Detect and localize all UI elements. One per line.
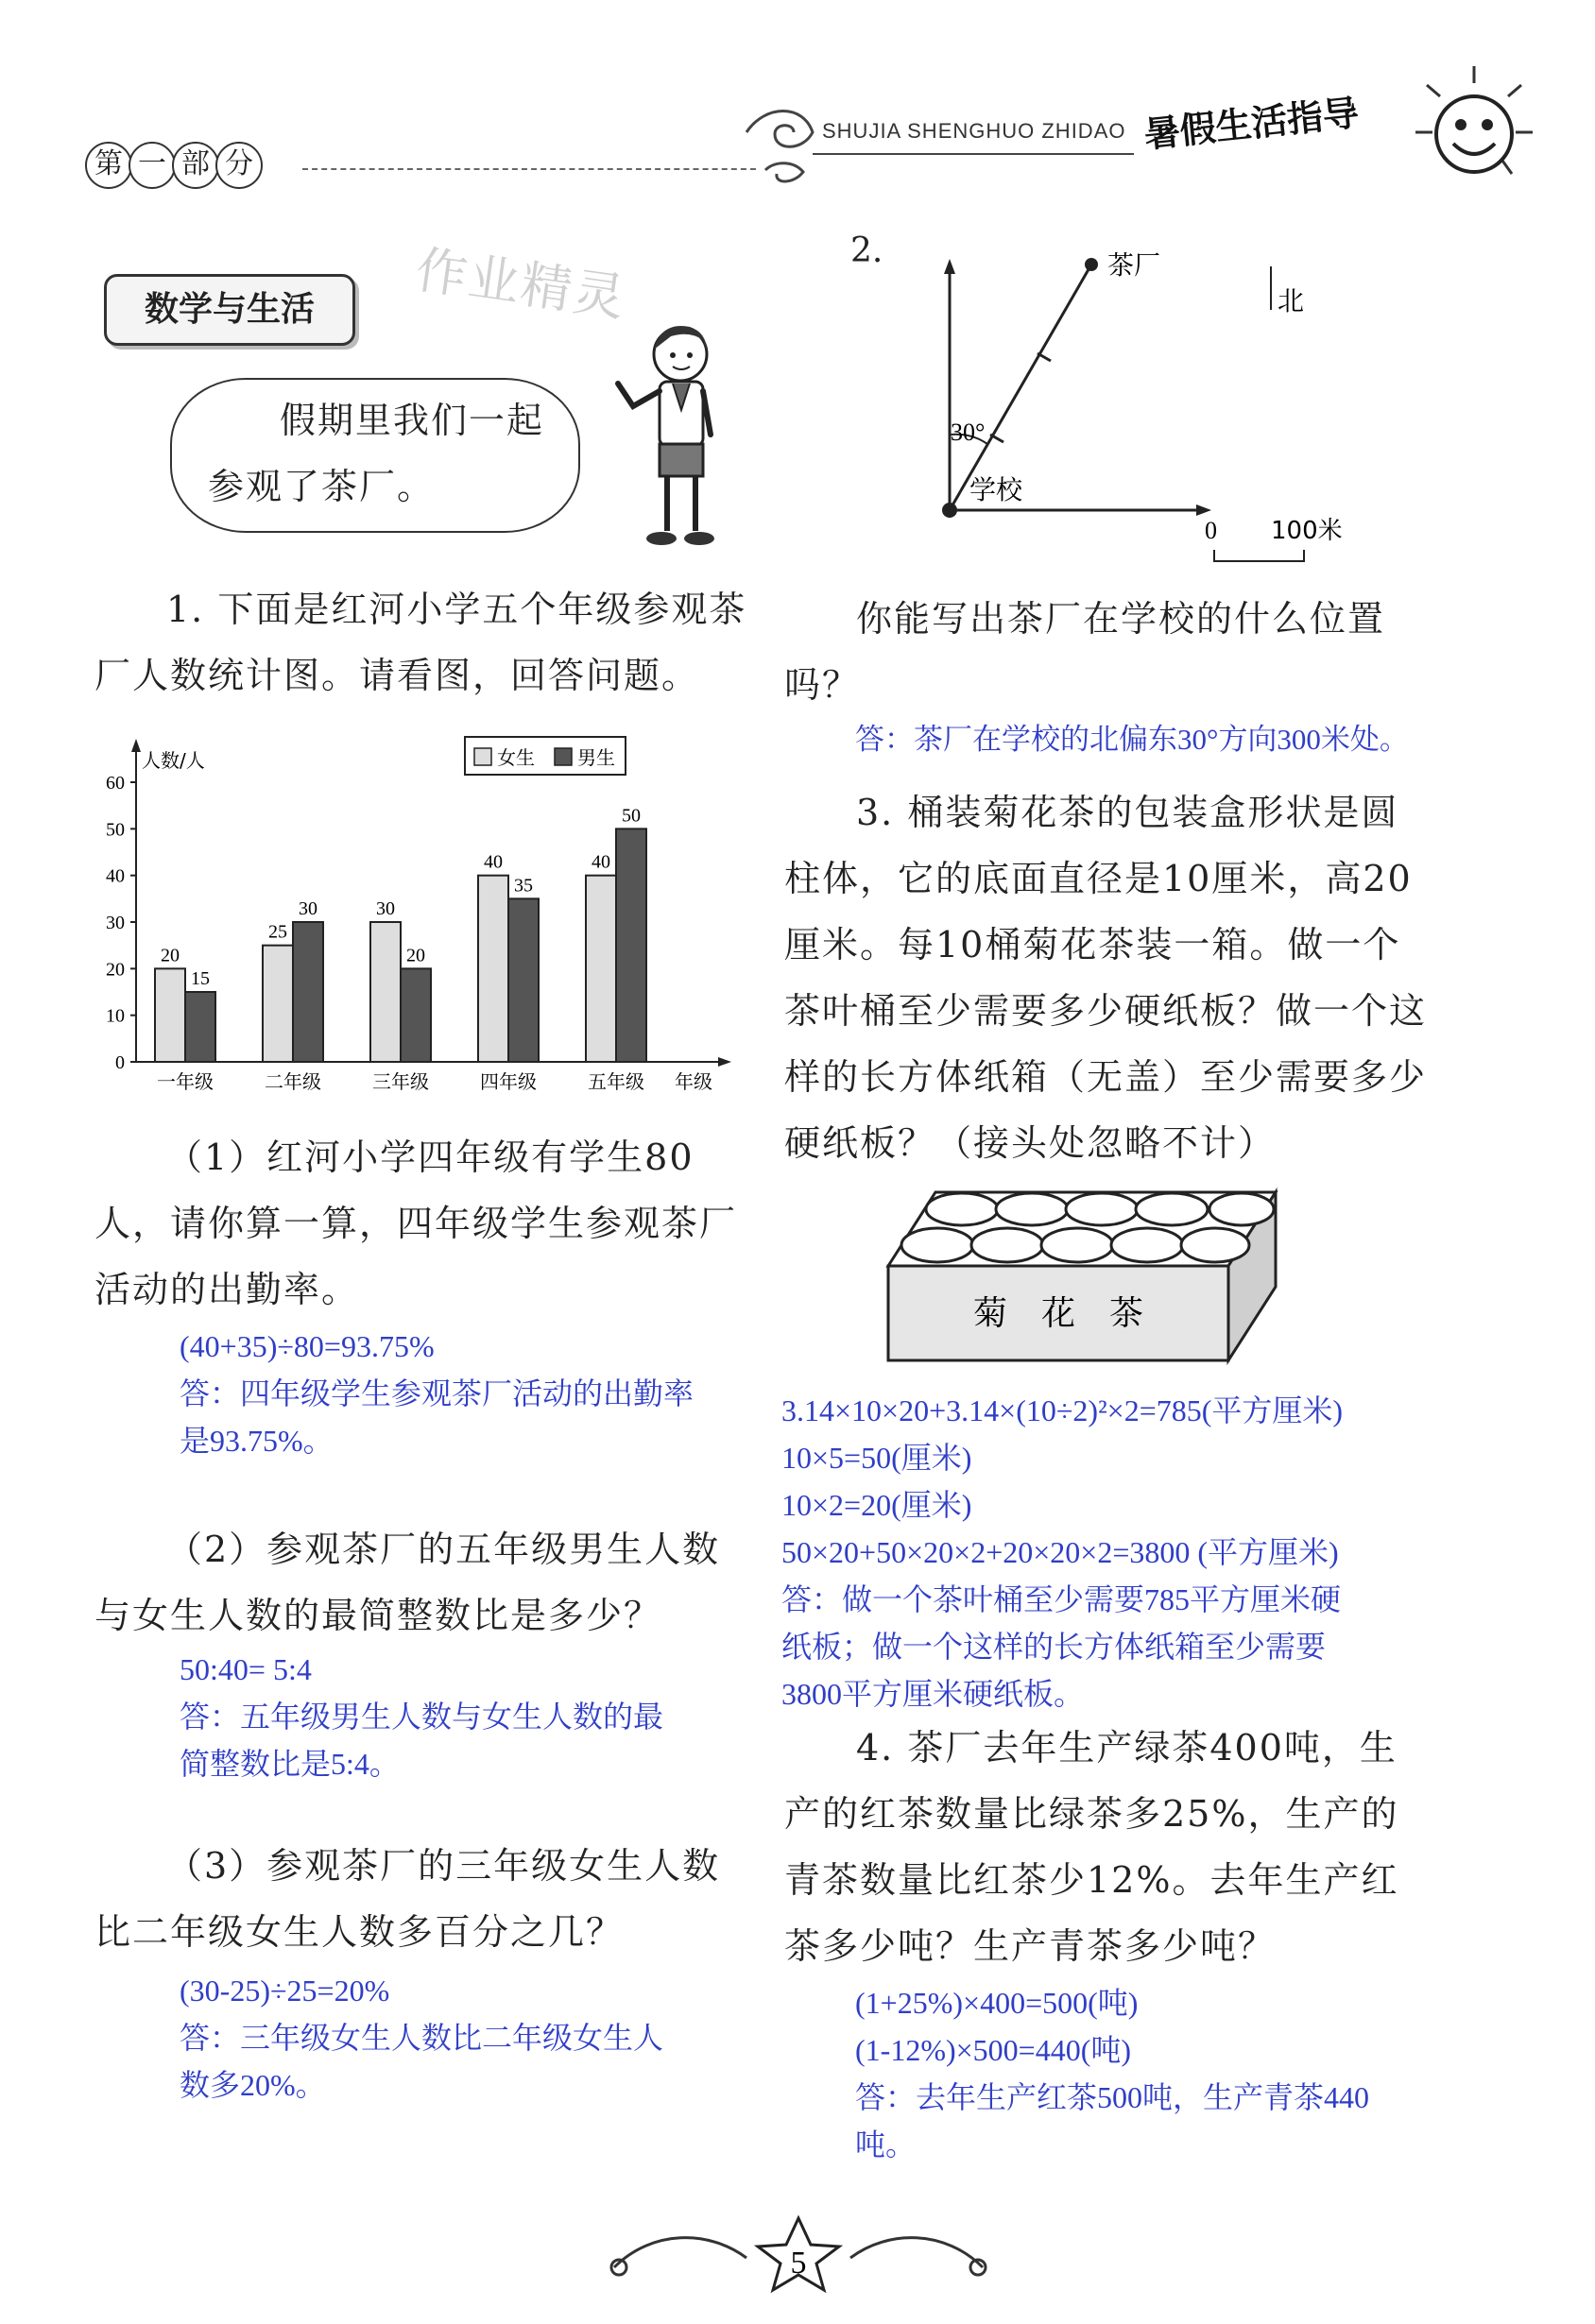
answer-line: 答：三年级女生人数比二年级女生人	[180, 2021, 664, 2055]
q3-question: 3. 桶装菊花茶的包装盒形状是圆柱体，它的底面直径是10厘米，高20厘米。每10桶菊花茶装一箱。做一个茶叶桶至少需要多少硬纸板？做一个这样的长方体纸箱（无盖）至少需要多少硬纸板？（接头处忽略不计）	[784, 792, 1428, 1164]
x-tick-label: 一年级	[157, 1070, 214, 1093]
header-divider	[302, 168, 756, 170]
y-tick-label: 40	[106, 865, 125, 887]
answer-line: 吨。	[855, 2127, 917, 2162]
bar-value-label: 20	[406, 945, 425, 966]
bar-女生	[370, 922, 401, 1062]
answer-line: 答：做一个茶叶桶至少需要785平方厘米硬	[781, 1582, 1342, 1616]
bar-男生	[508, 898, 539, 1062]
bar-男生	[293, 922, 323, 1062]
q2-question: 你能写出茶厂在学校的什么位置吗？	[784, 598, 1386, 706]
answer-line: 答：五年级男生人数与女生人数的最	[180, 1700, 664, 1734]
bar-chart	[87, 720, 748, 1098]
scale-bar	[1214, 550, 1304, 561]
bar-value-label: 30	[376, 898, 395, 919]
part-label	[85, 142, 259, 189]
q1-sub1-answer	[180, 1323, 746, 1464]
factory-label: 茶厂	[1107, 249, 1161, 281]
answer-line: 10×5=50(厘米)	[781, 1441, 972, 1475]
q1-sub2-answer	[180, 1646, 746, 1787]
header-pinyin: SHUJIA SHENGHUO ZHIDAO	[822, 119, 1126, 143]
bar-男生	[616, 829, 646, 1062]
x-tick-label: 五年级	[588, 1070, 644, 1093]
boy-illustration-icon	[605, 312, 737, 557]
answer-line: 答：去年生产红茶500吨，生产青茶440	[855, 2080, 1370, 2114]
scale-zero: 0	[1205, 517, 1217, 544]
x-axis-label: 年级	[675, 1070, 712, 1093]
y-tick-label: 10	[106, 1005, 125, 1027]
x-tick-label: 三年级	[372, 1070, 429, 1093]
answer-line: (40+35)÷80=93.75%	[180, 1329, 435, 1363]
q2-answer: 答：茶厂在学校的北偏东30°方向300米处。	[855, 723, 1409, 756]
bar-value-label: 40	[484, 851, 503, 873]
q3-answer	[781, 1387, 1500, 1717]
answer-line: 3.14×10×20+3.14×(10÷2)²×2=785(平方厘米)	[781, 1393, 1344, 1427]
speech-text: 假期里我们一起参观了茶厂。	[208, 400, 545, 507]
q4-answer	[855, 1979, 1498, 2168]
part-char: 分	[215, 142, 263, 189]
answer-line: 3800平方厘米硬纸板。	[781, 1677, 1085, 1711]
bar-男生	[185, 992, 215, 1062]
direction-map	[907, 246, 1380, 567]
legend-swatch	[474, 748, 491, 765]
school-point	[942, 503, 957, 518]
bar-女生	[263, 946, 293, 1062]
answer-line: (1-12%)×500=440(吨)	[855, 2033, 1132, 2067]
x-tick-label: 二年级	[265, 1070, 321, 1093]
bar-男生	[401, 968, 431, 1062]
answer-line: 10×2=20(厘米)	[781, 1488, 972, 1522]
answer-line: 答：四年级学生参观茶厂活动的出勤率	[180, 1376, 695, 1410]
y-tick-label: 60	[106, 773, 125, 794]
q1-sub3-question: （3）参观茶厂的三年级女生人数比二年级女生人数多百分之几？	[94, 1845, 721, 1953]
bar-女生	[155, 968, 185, 1062]
answer-line: 50:40= 5:4	[180, 1652, 312, 1686]
answer-line: 数多20%。	[180, 2068, 326, 2102]
factory-ray	[950, 265, 1091, 510]
legend-label: 男生	[577, 746, 615, 769]
box-label: 菊 花 茶	[972, 1294, 1144, 1333]
north-label: 北	[1278, 285, 1305, 316]
part-char: 一	[129, 142, 176, 189]
y-axis-label: 人数/人	[142, 749, 205, 772]
legend-swatch	[555, 748, 572, 765]
y-axis-arrow	[131, 739, 141, 752]
x-axis-arrow	[718, 1057, 731, 1067]
ornament-swirl-left	[614, 2238, 746, 2267]
bar-女生	[478, 876, 508, 1062]
answer-line: 纸板；做一个这样的长方体纸箱至少需要	[781, 1630, 1327, 1664]
north-axis-arrow	[944, 259, 955, 274]
q1-sub3-answer	[180, 1967, 746, 2109]
page-number: 5	[790, 2246, 807, 2281]
q1-intro: 1. 下面是红河小学五个年级参观茶厂人数统计图。请看图，回答问题。	[94, 589, 747, 696]
y-tick-label: 50	[106, 819, 125, 841]
bar-value-label: 50	[622, 805, 641, 827]
answer-line: 50×20+50×20×2+20×20×2=3800 (平方厘米)	[781, 1535, 1339, 1569]
q4-question: 4. 茶厂去年生产绿茶400吨，生产的红茶数量比绿茶多25%，生产的青茶数量比红茶少12%。去年生产红茶多少吨？生产青茶多少吨？	[784, 1727, 1399, 1967]
legend-label: 女生	[497, 746, 535, 769]
angle-label: 30°	[951, 419, 986, 446]
part-char: 第	[85, 142, 132, 189]
page-ornament	[595, 2211, 1002, 2296]
part-char: 部	[172, 142, 219, 189]
smiling-sun-icon	[1408, 57, 1540, 189]
ornament-swirl-right	[850, 2238, 983, 2267]
bar-value-label: 20	[161, 945, 180, 966]
q2-number: 2.	[850, 231, 883, 270]
y-tick-label: 0	[115, 1052, 125, 1073]
answer-line: 简整数比是5:4。	[180, 1747, 400, 1781]
q1-sub2-question: （2）参观茶厂的五年级男生人数与女生人数的最简整数比是多少？	[94, 1529, 721, 1636]
bar-value-label: 40	[592, 851, 610, 873]
tea-box-illustration	[879, 1181, 1295, 1370]
east-axis-arrow	[1196, 504, 1211, 516]
header-brand: 暑假生活指导	[1141, 92, 1362, 156]
y-tick-label: 20	[106, 959, 125, 981]
answer-line: (30-25)÷25=20%	[180, 1974, 390, 2008]
x-tick-label: 四年级	[480, 1070, 537, 1093]
swirl-ornament-icon	[737, 94, 832, 189]
factory-point	[1085, 258, 1098, 271]
answer-line: 是93.75%。	[180, 1424, 334, 1458]
y-tick-label: 30	[106, 913, 125, 933]
header-rule	[813, 153, 1134, 155]
section-title: 数学与生活	[104, 274, 355, 346]
watermark: 作业精灵	[412, 239, 630, 329]
bar-value-label: 15	[191, 968, 210, 989]
bar-value-label: 35	[514, 875, 533, 897]
bar-value-label: 25	[268, 921, 287, 943]
q1-sub1-question: （1）红河小学四年级有学生80人，请你算一算，四年级学生参观茶厂活动的出勤率。	[94, 1136, 738, 1310]
scale-distance: 100米	[1271, 517, 1343, 545]
bar-女生	[586, 876, 616, 1062]
bar-value-label: 30	[299, 898, 317, 919]
school-label: 学校	[969, 474, 1023, 505]
answer-line: (1+25%)×400=500(吨)	[855, 1986, 1139, 2020]
